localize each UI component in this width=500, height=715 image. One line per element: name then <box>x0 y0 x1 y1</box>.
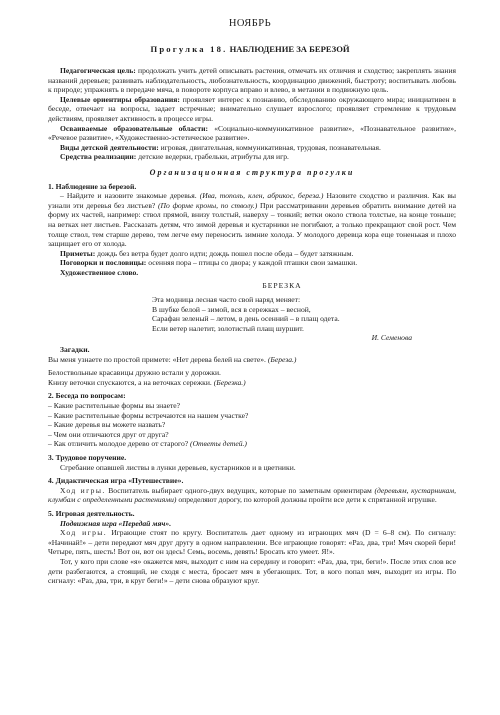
section3-heading: 3. Трудовое поручение. <box>48 452 127 462</box>
section2-heading: 2. Беседа по вопросам: <box>48 391 126 401</box>
means-text: детские ведерки, грабельки, атрибуты для игр. <box>138 152 289 162</box>
didactic-course-label: Ход игры. <box>60 485 106 495</box>
riddles-heading <box>48 345 456 355</box>
question-answer: (Ответы детей.) <box>190 439 247 449</box>
game-course-label: Ход игры. <box>60 528 108 538</box>
riddle-2-answer: (Березка.) <box>213 377 246 387</box>
question: – Какие растительные формы вы знаете? <box>48 401 181 410</box>
question-text: – Как отличить молодое дерево от старого? <box>48 439 189 449</box>
poem-line: Если ветер налетит, золотистый плащ шуршит. <box>152 323 304 333</box>
observation-text-a: – Найдите и назовите знакомые деревья. <box>60 191 197 201</box>
areas-paragraph <box>48 124 456 143</box>
question: – Какие растительные формы встречаются на нашем участке? <box>48 410 249 420</box>
targets-text: проявляет интерес к познанию, обследованию окружающего мира; инициативен в беседе, отвечает на вопросы, задает встречные; внимательно слушает взрослого; проявляет стремление к трудовым действиям, проявляет активность в процессе игры. <box>48 94 456 123</box>
targets-label: Целевые ориентиры образования: <box>60 94 180 104</box>
didactic-text-c: определяют дорогу, по которой должны пройти все дети к спрятанной игрушке. <box>178 495 437 505</box>
poem-title: БЕРЕЗКА <box>262 281 302 291</box>
means-label: Средства реализации: <box>60 152 137 162</box>
didactic-text-a: Воспитатель выбирает одного-двух ведущих, которые по заметным ориентирам <box>108 485 372 495</box>
poem-author: И. Семенова <box>371 333 412 343</box>
areas-label: Осваиваемые образовательные области: <box>60 123 209 133</box>
proverbs-paragraph <box>48 258 456 268</box>
means-paragraph <box>48 152 456 162</box>
poem-line: Эта модница лесная часто свой наряд меняет: <box>152 295 301 305</box>
poem-line: Сарафан зеленый – летом, в день осенний – в плащ одета. <box>152 314 340 324</box>
game-title <box>48 519 456 529</box>
walk-title <box>0 45 500 55</box>
art-word-label: Художественное слово. <box>60 267 139 277</box>
riddle-2-text: Книзу веточки спускаются, а на веточках сережки. <box>48 377 212 387</box>
section4-heading: 4. Дидактическая игра «Путешествие». <box>48 476 184 486</box>
observation-text-c: Назовите сходство и различия. Как вы узнали эти деревья без листьев? <box>48 191 457 210</box>
kinds-label: Виды детской деятельности: <box>60 142 159 152</box>
question <box>48 439 456 449</box>
game-paragraph-1 <box>48 528 456 557</box>
proverbs-label: Поговорки и пословицы: <box>60 258 147 268</box>
observation-answer-2: (По форме кроны, по стволу.) <box>158 200 258 210</box>
walk-number: Прогулка 18. <box>150 44 228 54</box>
omens-text: дождь без ветра будет долго идти; дождь пошел после обеда – будет затяжным. <box>97 248 354 258</box>
section1-heading: 1. Наблюдение за березой. <box>48 181 137 191</box>
didactic-text-b: (деревьям, кустарникам, клумбам с определенными растениями) <box>48 485 456 505</box>
riddles-label: Загадки. <box>60 345 90 355</box>
question: – Чем они отличаются друг от друга? <box>48 429 169 439</box>
riddle-1-text: Вы меня узнаете по простой примете: «Нет дерева белей на свете». <box>48 354 266 364</box>
goal-label: Педагогическая цель: <box>60 66 136 75</box>
section5-heading: 5. Игровая деятельность. <box>48 508 135 518</box>
labor-text: Сгребание опавшей листвы в лунки деревьев, кустарников и в цветники. <box>60 462 296 472</box>
walk-title-text: НАБЛЮДЕНИЕ ЗА БЕРЕЗОЙ <box>229 44 350 54</box>
didactic-paragraph <box>48 486 456 505</box>
kinds-text: игровая, двигательная, коммуникативная, трудовая, познавательная. <box>160 142 381 152</box>
observation-text-e: При рассматривании деревьев обратить внимание детей на форму их частей, например: ствол прямой, внизу толстый, наверху – тонкий; ветки около ствола толстые, на конце тоньше; на ветках нет листьев. Рассказать детям, что зимой деревья и кустарники не погибают, а только прекращают свой рост. Чем толще ствол, тем старше дерево, тем легче ему переносить зимние холода. У молодого деревца кора еще тоненькая и плохо защищает его от холода. <box>48 200 456 249</box>
riddle-2-line-2 <box>48 378 456 388</box>
content-column <box>48 66 456 586</box>
riddle-2-line-1: Белоствольные красавицы дружно встали у дорожки. <box>48 368 221 378</box>
poem <box>152 281 412 343</box>
targets-paragraph <box>48 95 456 124</box>
observation-paragraph <box>48 191 456 249</box>
goal-text: продолжать учить детей описывать растения, отмечать их отличия и сходство; закреплять знания названий деревьев; развивать наблюдательность, любознательность, координацию движений, быстроту; воспитывать любовь к природе; упражнять в передаче мяча, в повороте корпуса вправо и влево, в метании в подвижную цель. <box>48 66 457 95</box>
goal-paragraph <box>48 66 456 95</box>
riddle-1 <box>48 355 456 365</box>
areas-text: «Социально-коммуникативное развитие», «Познавательное развитие», «Речевое развитие», «Художественно-эстетическое развитие». <box>48 123 456 143</box>
riddle-1-answer: (Береза.) <box>267 354 297 364</box>
game-paragraph-2: Тот, у кого при слове «я» окажется мяч, выходит с ним на середину и говорит: «Раз, два, три, беги!». После этих слов все дети разбегаются, а стоящий, не сходя с места, бросает мяч в убегающих. Тот, в кого попал мяч, выходит из игры. По сигналу: «Раз, два, три, в круг беги!» – дети снова образуют круг. <box>48 556 456 586</box>
question: – Какие деревья вы можете назвать? <box>48 420 166 430</box>
observation-answer-1: (Ива, тополь, клен, абрикос, береза.) <box>199 191 324 201</box>
month-header: НОЯБРЬ <box>228 18 272 29</box>
proverbs-text: осенняя пора – птицы со двора; у каждой пташки свои замашки. <box>148 258 358 268</box>
kinds-paragraph <box>48 143 456 153</box>
game-label: Подвижная игра «Передай мяч». <box>60 518 172 528</box>
art-word-heading <box>48 268 456 278</box>
structure-title: Организационная структура прогулки <box>149 167 355 177</box>
game-text-1: Играющие стоят по кругу. Воспитатель дает одному из играющих мяч (D = 6–8 см). По сигналу: «Начинай!» – дети передают мяч друг другу в одном направлении. Все играющие говорят: «Раз, два, три! Мяч скорей бери! Четыре, пять, шесть! Вот он, вот он здесь! Семь, восемь, девять! Бросать кто умеет. Я!». <box>48 528 457 557</box>
poem-line: В шубке белой – зимой, вся в сережках – весной, <box>152 304 311 314</box>
omens-paragraph <box>48 249 456 259</box>
omens-label: Приметы: <box>60 248 96 258</box>
